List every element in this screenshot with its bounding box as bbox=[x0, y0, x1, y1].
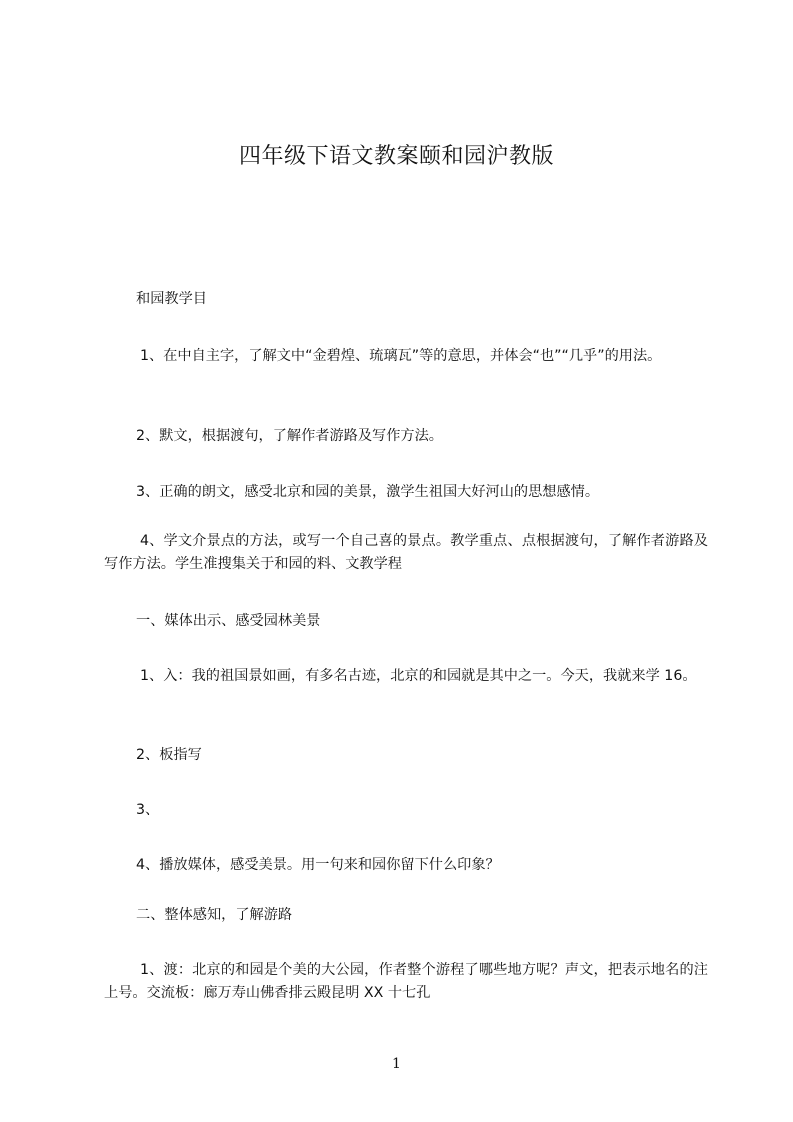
section-heading-2: 二、整体感知，了解游路 bbox=[136, 907, 293, 923]
paragraph-goal-2: 2、默文，根据渡句，了解作者游路及写作方法。 bbox=[136, 428, 443, 444]
paragraph-play-media: 4、播放媒体，感受美景。用一句来和园你留下什么印象？ bbox=[136, 857, 500, 873]
paragraph-goal-4: 4、学文介景点的方法，或写一个自己喜的景点。教学重点、点根据渡句，了解作者游路及写作方法。学生准搜集关于和园的料、文教学程 bbox=[104, 533, 708, 572]
paragraph-board-writing: 2、板指写 bbox=[136, 747, 202, 763]
paragraph-item-3: 3、 bbox=[136, 802, 160, 818]
paragraph-intro: 1、入：我的祖国景如画，有多名古迹，北京的和园就是其中之一。今天，我就来学 16。 bbox=[140, 668, 697, 684]
paragraph-goal-1: 1、在中自主字，了解文中“金碧煌、琉璃瓦”等的意思，并体会“也”“几乎”的用法。 bbox=[140, 348, 662, 364]
section-heading-1: 一、媒体出示、感受园林美景 bbox=[136, 613, 321, 629]
document-title: 四年级下语文教案颐和园沪教版 bbox=[238, 144, 554, 169]
paragraph-goal-3: 3、正确的朗文，感受北京和园的美景，激学生祖国大好河山的思想感情。 bbox=[136, 484, 600, 500]
page-number: 1 bbox=[392, 1056, 401, 1072]
paragraph-transition: 1、渡：北京的和园是个美的大公园，作者整个游程了哪些地方呢？声文，把表示地名的注上号。交流板：廊万寿山佛香排云殿昆明 XX 十七孔 bbox=[104, 962, 708, 1001]
paragraph-teaching-goals: 和园教学目 bbox=[136, 291, 207, 307]
